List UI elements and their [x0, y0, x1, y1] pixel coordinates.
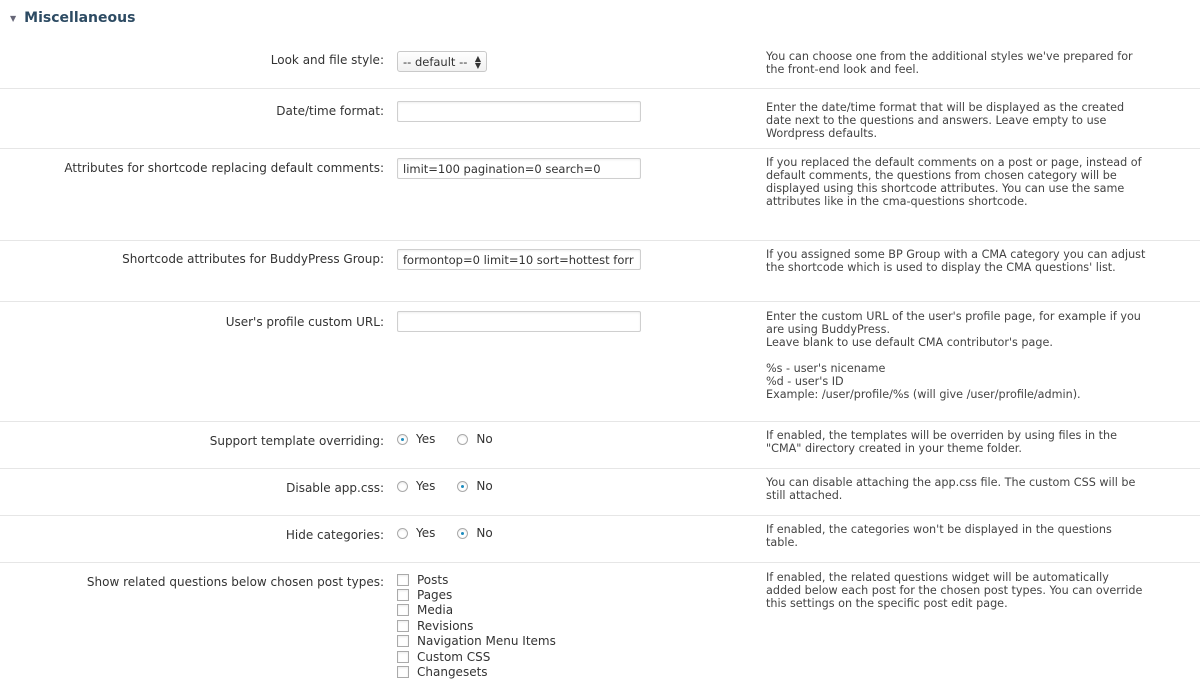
- row-hide-categories: [0, 516, 1200, 563]
- hide-categories-description: If enabled, the categories won't be displayed in the questions table.: [766, 523, 1112, 549]
- related-questions-checkbox-list: [397, 572, 556, 680]
- settings-table: [0, 42, 1200, 683]
- disable-appcss-description: You can disable attaching the app.css file. The custom CSS will be still attached.: [766, 476, 1136, 502]
- template-override-yes-option[interactable]: Yes: [397, 432, 435, 446]
- related-questions-description: If enabled, the related questions widget will be automatically added below each post for the chosen post types. You can override this settings on the specific post edit page.: [766, 571, 1143, 610]
- disable-appcss-radio-group: [397, 479, 515, 493]
- hide-categories-radio-group: [397, 526, 515, 540]
- look-style-description: You can choose one from the additional styles we've prepared for the front-end look and feel.: [766, 50, 1133, 76]
- look-style-label: Look and file style:: [270, 53, 384, 67]
- datetime-label: Date/time format:: [276, 104, 384, 118]
- hide-categories-yes-option[interactable]: Yes: [397, 526, 435, 540]
- disable-appcss-yes-radio[interactable]: [397, 481, 408, 492]
- post-type-posts[interactable]: Posts: [397, 572, 556, 587]
- template-override-description: If enabled, the templates will be overriden by using files in the "CMA" directory created in your theme folder.: [766, 429, 1117, 455]
- profile-url-label: User's profile custom URL:: [225, 315, 384, 329]
- post-type-changesets[interactable]: Changesets: [397, 664, 556, 679]
- post-type-custom-css-checkbox[interactable]: [397, 651, 409, 663]
- disable-appcss-no-option[interactable]: No: [457, 479, 492, 493]
- collapse-triangle-icon[interactable]: ▼: [10, 13, 17, 23]
- template-override-label: Support template overriding:: [209, 434, 384, 448]
- post-type-navigation-menu-items[interactable]: Navigation Menu Items: [397, 634, 556, 649]
- post-type-pages-checkbox[interactable]: [397, 589, 409, 601]
- template-override-yes-radio[interactable]: [397, 434, 408, 445]
- comments-shortcode-label: Attributes for shortcode replacing default comments:: [64, 161, 384, 175]
- disable-appcss-yes-option[interactable]: Yes: [397, 479, 435, 493]
- post-type-pages[interactable]: Pages: [397, 587, 556, 602]
- hide-categories-yes-radio[interactable]: [397, 528, 408, 539]
- row-buddypress-shortcode: [0, 241, 1200, 302]
- look-style-selected-value: -- default --: [403, 54, 468, 69]
- row-look-style: [0, 42, 1200, 89]
- profile-url-description: Enter the custom URL of the user's profile page, for example if you are using BuddyPress. Leave blank to use default CMA contributor's page. %s - user's nicename %d - user's ID Example: /user/profile/%s (will give /user/profile/admin).: [766, 310, 1141, 401]
- datetime-description: Enter the date/time format that will be displayed as the created date next to the questions and answers. Leave empty to use Wordpress defaults.: [766, 101, 1125, 140]
- related-questions-label: Show related questions below chosen post types:: [86, 575, 384, 589]
- profile-url-input[interactable]: [397, 311, 641, 332]
- post-type-revisions-checkbox[interactable]: [397, 620, 409, 632]
- buddypress-shortcode-label: Shortcode attributes for BuddyPress Group:: [122, 252, 384, 266]
- post-type-navigation-menu-items-checkbox[interactable]: [397, 635, 409, 647]
- row-related-questions: [0, 563, 1200, 683]
- row-template-override: [0, 422, 1200, 469]
- row-disable-appcss: [0, 469, 1200, 516]
- template-override-radio-group: [397, 432, 515, 446]
- template-override-no-radio[interactable]: [457, 434, 468, 445]
- disable-appcss-label: Disable app.css:: [286, 481, 384, 495]
- datetime-format-input[interactable]: [397, 101, 641, 122]
- buddypress-shortcode-description: If you assigned some BP Group with a CMA category you can adjust the shortcode which is used to display the CMA questions' list.: [766, 248, 1146, 274]
- post-type-posts-checkbox[interactable]: [397, 574, 409, 586]
- select-arrows-icon: ▲ ▼: [474, 53, 481, 70]
- post-type-media-checkbox[interactable]: [397, 604, 409, 616]
- post-type-media[interactable]: Media: [397, 603, 556, 618]
- hide-categories-no-option[interactable]: No: [457, 526, 492, 540]
- row-comments-shortcode: [0, 149, 1200, 241]
- post-type-revisions[interactable]: Revisions: [397, 618, 556, 633]
- row-profile-url: [0, 302, 1200, 422]
- hide-categories-label: Hide categories:: [285, 528, 384, 542]
- look-style-select[interactable]: [397, 51, 487, 72]
- disable-appcss-no-radio[interactable]: [457, 481, 468, 492]
- section-title: Miscellaneous: [24, 10, 136, 26]
- comments-shortcode-input[interactable]: [397, 158, 641, 179]
- template-override-no-option[interactable]: No: [457, 432, 492, 446]
- buddypress-shortcode-input[interactable]: [397, 249, 641, 270]
- post-type-custom-css[interactable]: Custom CSS: [397, 649, 556, 664]
- hide-categories-no-radio[interactable]: [457, 528, 468, 539]
- row-datetime: [0, 89, 1200, 149]
- comments-shortcode-description: If you replaced the default comments on a post or page, instead of default comments, the questions from chosen category will be displayed using this shortcode attributes. You can use the same attributes like in the cma-questions shortcode.: [766, 156, 1142, 208]
- section-header[interactable]: [10, 8, 135, 28]
